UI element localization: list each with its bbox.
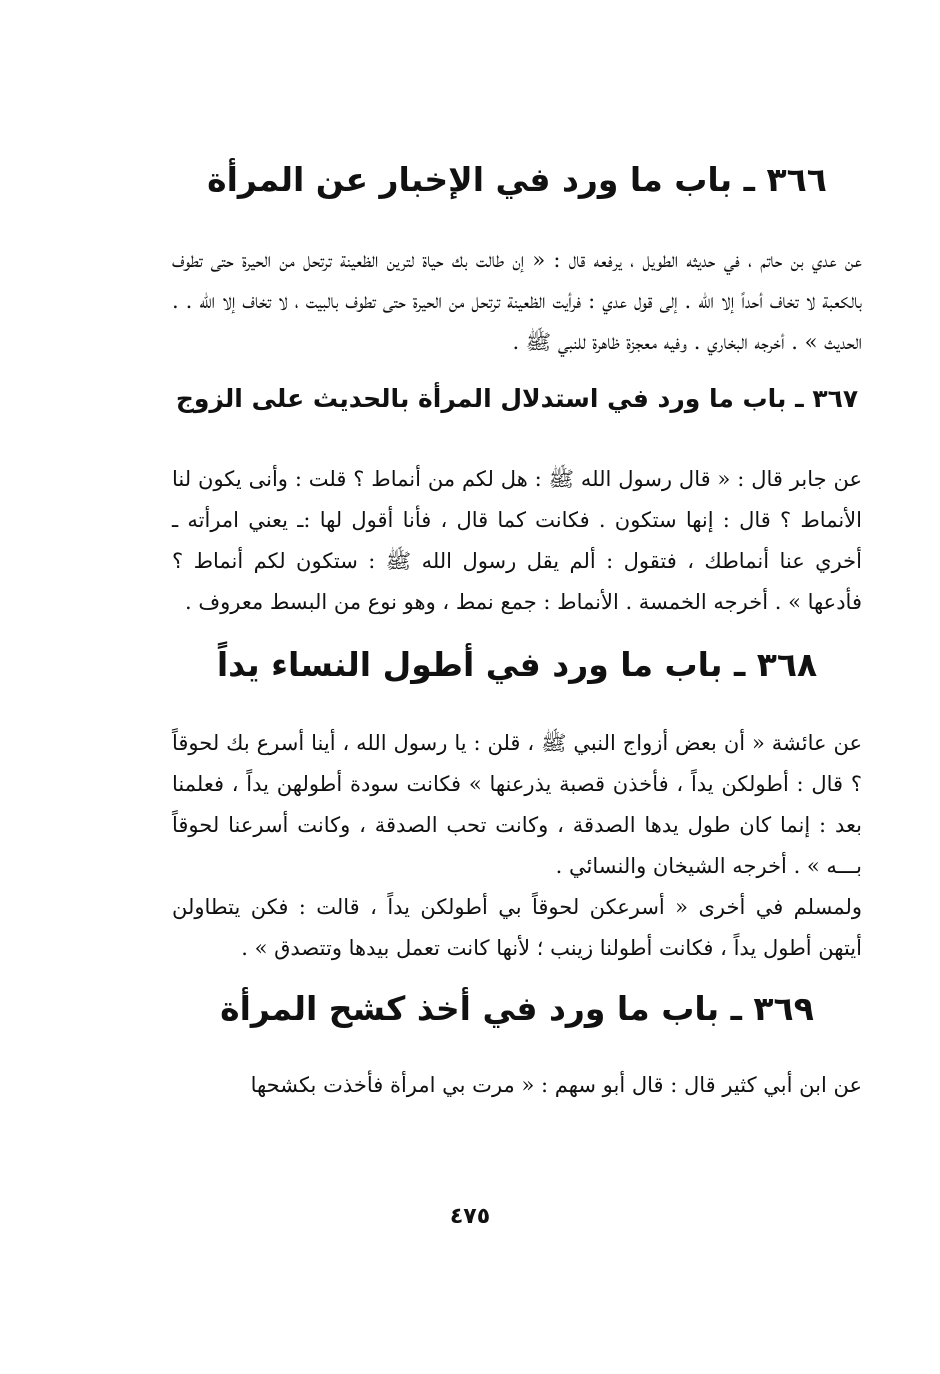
section-paragraph: ولمسلم في أخرى « أسرعكن لحوقاً بي أطولكن يداً ، قالت : فكن يتطاولن أيتهن أطول يداً ، فكانت أطولنا زينب ؛ لأنها كانت تعمل بيدها وتتصدق » . [172, 895, 862, 960]
section-paragraph: عن عدي بن حاتم ، في حديثه الطويل ، يرفعه قال : « إن طالت بك حياة لترين الظعينة ترتحل من الحيرة حتى تطوف بالكعبة لا تخاف أحداً إلا الله . إلى قول عدي : فرأيت الظعينة ترتحل من الحيرة حتى تطوف بالبيت ، لا تخاف إلا الله . . الحديث » . أخرجه البخاري . وفيه معجزة ظاهرة للنبي ﷺ . [172, 248, 862, 354]
page-body [172, 150, 862, 1106]
section-heading-367: ٣٦٧ ـ باب ما ورد في استدلال المرأة بالحديث على الزوج [175, 384, 859, 413]
section-paragraph: عن ابن أبي كثير قال : قال أبو سهم : « مرت بي امرأة فأخذت بكشحها [250, 1073, 862, 1097]
section-paragraph: عن جابر قال : « قال رسول الله ﷺ : هل لكم من أنماط ؟ قلت : وأنى يكون لنا الأنماط ؟ قال : إنها ستكون . فكانت كما قال ، فأنا أقول لها :ـ يعني امرأته ـ أخري عنا أنماطك ، فتقول : ألم يقل رسول الله ﷺ : ستكون لكم أنماط ؟ فأدعها » . أخرجه الخمسة . الأنماط : جمع نمط ، وهو نوع من البسط معروف . [172, 467, 862, 614]
section-heading-366: ٣٦٦ ـ باب ما ورد في الإخبار عن المرأة [207, 160, 827, 199]
section-heading-368: ٣٦٨ ـ باب ما ورد في أطول النساء يداً [216, 645, 818, 684]
section-heading-369: ٣٦٩ ـ باب ما ورد في أخذ كشح المرأة [220, 989, 814, 1028]
page-number: ٤٧٥ [449, 1204, 491, 1229]
section-paragraph: عن عائشة « أن بعض أزواج النبي ﷺ ، قلن : يا رسول الله ، أينا أسرع بك لحوقاً ؟ قال : أطولكن يداً ، فأخذن قصبة يذرعنها » فكانت سودة أطولهن يداً ، فعلمنا بعد : إنما كان طول يدها الصدقة ، وكانت تحب الصدقة ، وكانت أسرعنا لحوقاً بـــه » . أخرجه الشيخان والنسائي . [172, 731, 862, 878]
